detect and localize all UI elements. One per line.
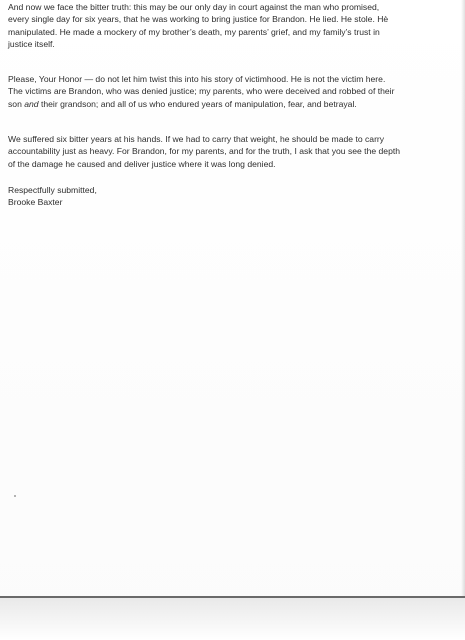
text-line: manipulated. He made a mockery of my brother’s death, my parents’ grief, and my family’s trust in — [8, 26, 380, 37]
signoff-block — [8, 184, 97, 209]
paragraph-accountability — [8, 133, 400, 170]
text-line: Please, Your Honor — do not let him twist this into his story of victimhood. He is not the victim here. — [8, 74, 386, 84]
text-line: every single day for six years, that he was working to bring justice for Brandon. He lied. He stole. Hè — [8, 14, 389, 25]
page-edge-shadow — [461, 0, 465, 640]
text-line: And now we face the bitter truth: this may be our only day in court against the man who promised, — [8, 2, 380, 12]
text-line-with-italic — [8, 98, 394, 110]
text-line: of the damage he caused and deliver justice where it was long denied. — [8, 158, 276, 169]
text-line: accountability just as heavy. For Brandon, for my parents, and for the truth, I ask that you see the depth — [8, 146, 401, 157]
scanner-background — [0, 598, 465, 640]
signature-name: Brooke Baxter — [8, 197, 63, 208]
scan-speck — [14, 495, 16, 497]
text-segment: son — [8, 98, 25, 109]
paragraph-bitter-truth — [8, 1, 388, 51]
text-segment: their grandson; and all of us who endured years of manipulation, fear, and betrayal. — [38, 98, 357, 109]
closing-line: Respectfully submitted, — [8, 185, 97, 195]
italic-word: and — [24, 98, 39, 109]
paragraph-victims — [8, 73, 394, 110]
text-line: We suffered six bitter years at his hands. If we had to carry that weight, he should be made to carry — [8, 134, 385, 144]
text-line: The victims are Brandon, who was denied justice; my parents, who were deceived and robbed of their — [8, 86, 395, 97]
text-line: justice itself. — [8, 39, 55, 50]
